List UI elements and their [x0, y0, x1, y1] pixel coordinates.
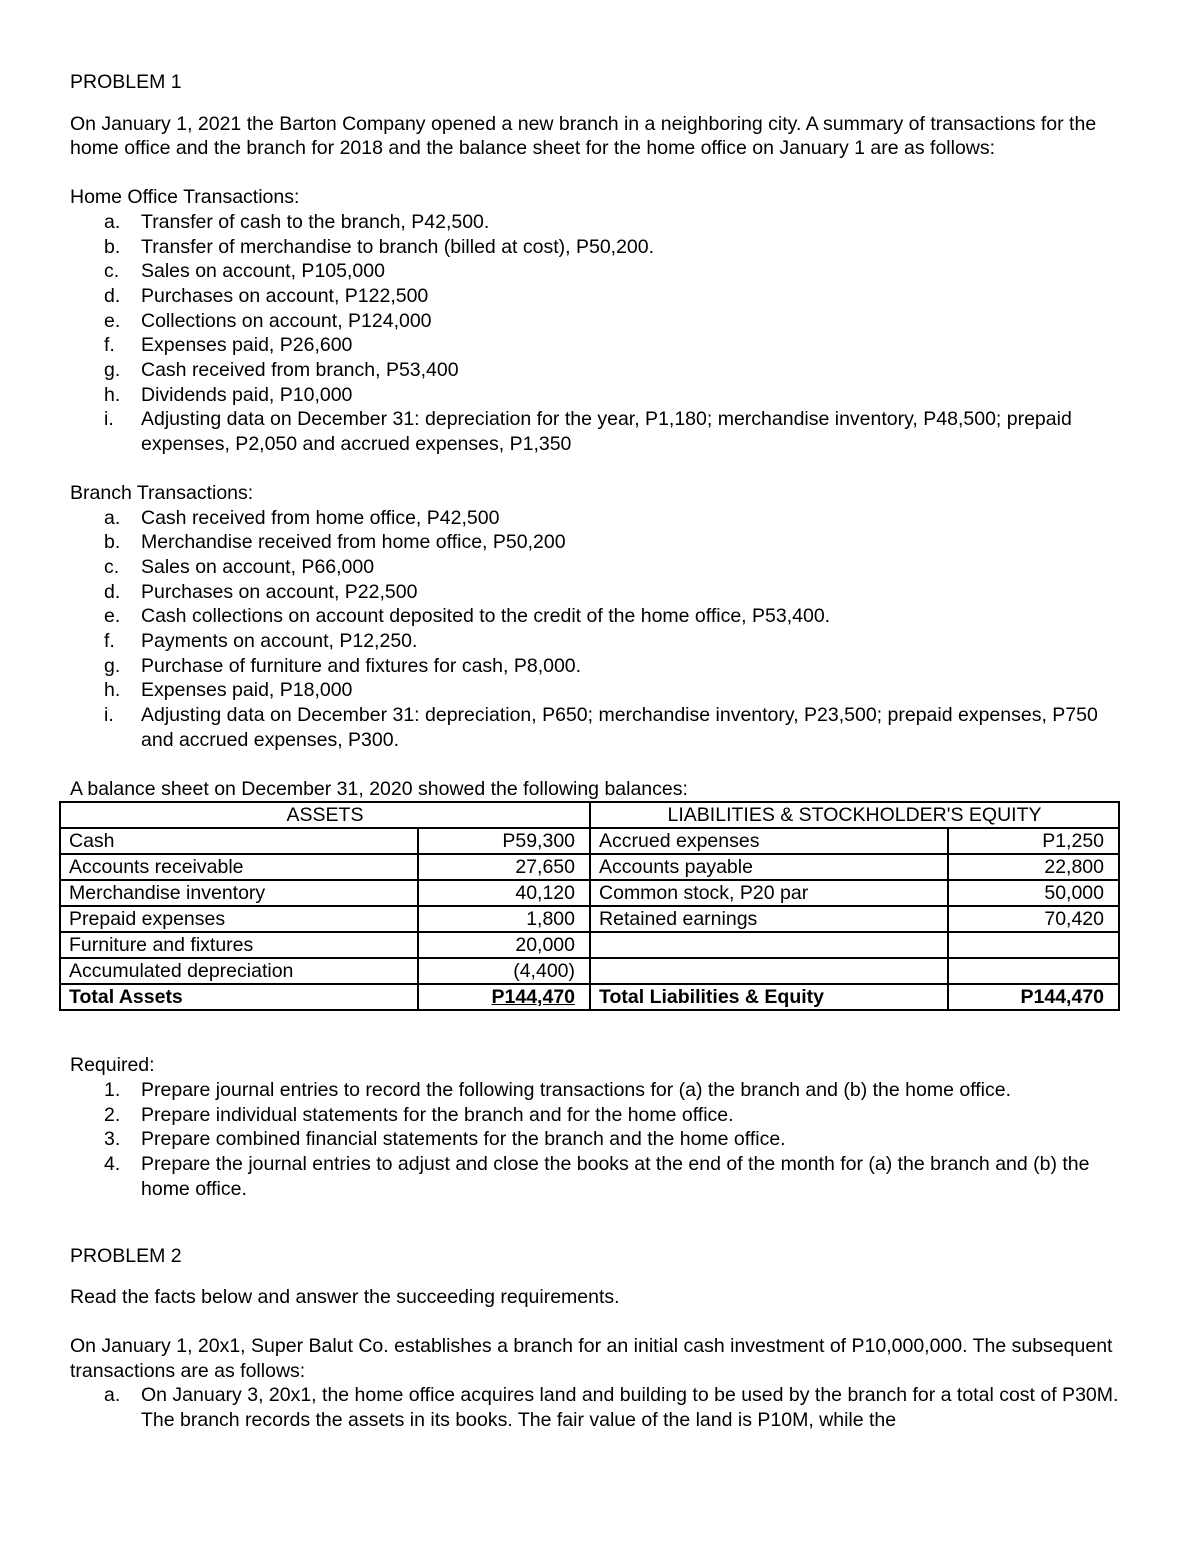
- asset-label: Furniture and fixtures: [60, 932, 418, 958]
- liability-amount: 70,420: [948, 906, 1119, 932]
- table-row: [60, 880, 1119, 906]
- problem2-instruction: Read the facts below and answer the succeeding requirements.: [70, 1286, 620, 1309]
- list-item: i. Adjusting data on December 31: depreciation, P650; merchandise inventory, P23,500; prepaid expenses, P750 and accrued expenses, P300.: [104, 704, 1098, 751]
- liability-amount: P1,250: [948, 828, 1119, 854]
- asset-label: Accumulated depreciation: [60, 958, 418, 984]
- total-assets-label: Total Assets: [60, 984, 418, 1010]
- asset-amount: 27,650: [418, 854, 590, 880]
- list-item: a. Transfer of cash to the branch, P42,500.: [104, 210, 490, 233]
- table-row: [60, 828, 1119, 854]
- list-item: d. Purchases on account, P22,500: [104, 580, 418, 603]
- problem2-title: PROBLEM 2: [70, 1244, 182, 1267]
- total-liabilities-label: Total Liabilities & Equity: [590, 984, 948, 1010]
- problem2-list: [70, 1383, 1130, 1432]
- list-item: b. Merchandise received from home office, P50,200: [104, 531, 566, 554]
- asset-label: Prepaid expenses: [60, 906, 418, 932]
- list-item: f. Payments on account, P12,250.: [104, 630, 418, 653]
- list-item: e. Cash collections on account deposited to the credit of the home office, P53,400.: [104, 605, 831, 628]
- liability-amount: 50,000: [948, 880, 1119, 906]
- asset-amount: 1,800: [418, 906, 590, 932]
- list-item: g. Cash received from branch, P53,400: [104, 359, 459, 382]
- list-item: 4. Prepare the journal entries to adjust and close the books at the end of the month for (a) the branch and (b) the home office.: [104, 1153, 1090, 1200]
- balance-sheet-caption: A balance sheet on December 31, 2020 showed the following balances:: [70, 777, 688, 800]
- balance-sheet-table: [59, 801, 1120, 1011]
- list-item: b. Transfer of merchandise to branch (billed at cost), P50,200.: [104, 235, 655, 258]
- list-item: 1. Prepare journal entries to record the following transactions for (a) the branch and (b) the home office.: [104, 1078, 1012, 1101]
- liabilities-header: LIABILITIES & STOCKHOLDER'S EQUITY: [590, 802, 1119, 828]
- list-item: 2. Prepare individual statements for the branch and for the home office.: [104, 1103, 734, 1126]
- liability-amount: [948, 932, 1119, 958]
- list-item: 3. Prepare combined financial statements for the branch and the home office.: [104, 1128, 786, 1151]
- list-item: g. Purchase of furniture and fixtures for cash, P8,000.: [104, 654, 582, 677]
- asset-label: Merchandise inventory: [60, 880, 418, 906]
- home-office-heading: Home Office Transactions:: [70, 186, 300, 209]
- branch-heading: Branch Transactions:: [70, 481, 254, 504]
- home-office-list: [70, 210, 1130, 457]
- list-item: h. Expenses paid, P18,000: [104, 679, 353, 702]
- list-item: a. Cash received from home office, P42,500: [104, 506, 500, 529]
- table-row: [60, 958, 1119, 984]
- liability-label: [590, 958, 948, 984]
- asset-amount: P59,300: [418, 828, 590, 854]
- total-assets-amount: P144,470: [418, 984, 590, 1010]
- assets-header: ASSETS: [60, 802, 590, 828]
- table-row: [60, 906, 1119, 932]
- problem1-title: PROBLEM 1: [70, 71, 182, 93]
- liability-amount: [948, 958, 1119, 984]
- asset-amount: (4,400): [418, 958, 590, 984]
- required-heading: Required:: [70, 1054, 155, 1077]
- list-item: a. On January 3, 20x1, the home office acquires land and building to be used by the branch for a total cost of P30M. The branch records the assets in its books. The fair value of the land is P10M, while the: [104, 1384, 1119, 1432]
- problem2-intro: On January 1, 20x1, Super Balut Co. establishes a branch for an initial cash investment of P10,000,000. The subsequent transactions are as follows:: [70, 1334, 1113, 1382]
- problem1-intro: On January 1, 2021 the Barton Company opened a new branch in a neighboring city. A summary of transactions for the home office and the branch for 2018 and the balance sheet for the home office on January 1 are as follows:: [70, 112, 1097, 160]
- asset-label: Cash: [60, 828, 418, 854]
- liability-label: Accrued expenses: [590, 828, 948, 854]
- list-item: e. Collections on account, P124,000: [104, 309, 432, 332]
- table-header-row: [60, 802, 1119, 828]
- liability-label: Common stock, P20 par: [590, 880, 948, 906]
- total-liabilities-amount: P144,470: [948, 984, 1119, 1010]
- total-row: [60, 984, 1119, 1010]
- document-page: [70, 70, 1130, 1433]
- table-row: [60, 932, 1119, 958]
- required-list: [70, 1078, 1130, 1202]
- liability-label: Accounts payable: [590, 854, 948, 880]
- list-item: d. Purchases on account, P122,500: [104, 284, 429, 307]
- asset-amount: 40,120: [418, 880, 590, 906]
- liability-label: [590, 932, 948, 958]
- liability-amount: 22,800: [948, 854, 1119, 880]
- list-item: c. Sales on account, P105,000: [104, 260, 385, 283]
- table-row: [60, 854, 1119, 880]
- liability-label: Retained earnings: [590, 906, 948, 932]
- asset-amount: 20,000: [418, 932, 590, 958]
- list-item: c. Sales on account, P66,000: [104, 555, 375, 578]
- list-item: i. Adjusting data on December 31: depreciation for the year, P1,180; merchandise inventory, P48,500; prepaid expenses, P2,050 and accrued expenses, P1,350: [104, 408, 1072, 456]
- list-item: f. Expenses paid, P26,600: [104, 334, 353, 357]
- asset-label: Accounts receivable: [60, 854, 418, 880]
- list-item: h. Dividends paid, P10,000: [104, 383, 353, 406]
- branch-list: [70, 506, 1130, 753]
